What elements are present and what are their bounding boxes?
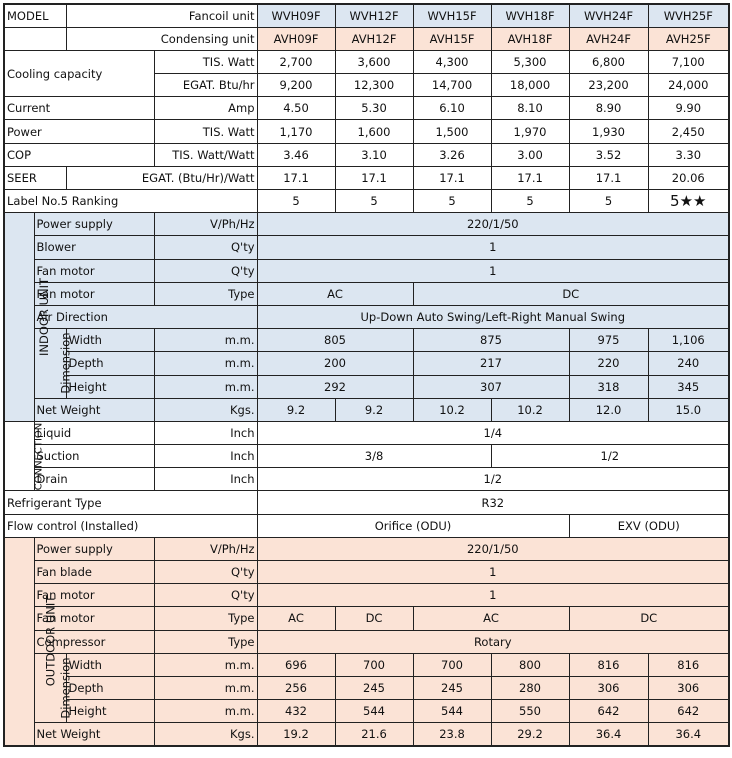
cooling-tis-value: 6,800 <box>569 50 648 73</box>
cooling-tis-unit: TIS. Watt <box>154 50 257 73</box>
cooling-tis-value: 5,300 <box>491 50 569 73</box>
cooling-egat-value: 18,000 <box>491 74 569 97</box>
compressor-label: Compressor <box>34 630 154 653</box>
cop-value: 3.30 <box>648 143 729 166</box>
outdoor-depth-row <box>4 676 729 699</box>
indoor-width-value: 805 <box>257 329 413 352</box>
header-row-condensing <box>4 27 729 50</box>
indoor-blower-value: 1 <box>257 236 729 259</box>
current-label: Current <box>4 97 154 120</box>
outdoor-fanmotor-unit: Q'ty <box>154 584 257 607</box>
indoor-height-value: 318 <box>569 375 648 398</box>
cop-value: 3.26 <box>413 143 491 166</box>
model-label: MODEL <box>4 4 66 27</box>
indoor-weight-value: 9.2 <box>257 398 335 421</box>
indoor-fanmotor-ac: AC <box>257 282 413 305</box>
outdoor-depth-unit: m.m. <box>154 676 257 699</box>
outdoor-width-unit: m.m. <box>154 653 257 676</box>
indoor-depth-value: 220 <box>569 352 648 375</box>
outdoor-weight-value: 29.2 <box>491 723 569 746</box>
indoor-blower-label: Blower <box>34 236 154 259</box>
indoor-blower-unit: Q'ty <box>154 236 257 259</box>
cooling-tis-row <box>4 50 729 73</box>
outdoor-fanmotor-label: Fan motor <box>34 584 154 607</box>
cop-unit: TIS. Watt/Watt <box>154 143 257 166</box>
fancoil-model: WVH18F <box>491 4 569 27</box>
cop-value: 3.00 <box>491 143 569 166</box>
liquid-row <box>4 421 729 444</box>
power-value: 1,930 <box>569 120 648 143</box>
indoor-width-value: 1,106 <box>648 329 729 352</box>
fancoil-model: WVH25F <box>648 4 729 27</box>
label5-value: 5★★ <box>648 190 729 213</box>
indoor-depth-value: 217 <box>413 352 569 375</box>
compressor-value: Rotary <box>257 630 729 653</box>
outdoor-weight-value: 23.8 <box>413 723 491 746</box>
indoor-depth-value: 240 <box>648 352 729 375</box>
outdoor-depth-value: 256 <box>257 676 335 699</box>
outdoor-height-label: Height <box>66 700 154 723</box>
indoor-power-label: Power supply <box>34 213 154 236</box>
indoor-height-value: 345 <box>648 375 729 398</box>
liquid-value: 1/4 <box>257 421 729 444</box>
indoor-fanmotor-type-unit: Type <box>154 282 257 305</box>
label5-value: 5 <box>335 190 413 213</box>
indoor-depth-unit: m.m. <box>154 352 257 375</box>
indoor-fanmotor-dc: DC <box>413 282 729 305</box>
outdoor-height-row <box>4 700 729 723</box>
seer-value: 17.1 <box>257 166 335 189</box>
condensing-model: AVH12F <box>335 27 413 50</box>
indoor-air-direction-row <box>4 305 729 328</box>
cooling-capacity-label: Cooling capacity <box>4 50 154 96</box>
indoor-height-label: Height <box>66 375 154 398</box>
label5-row <box>4 190 729 213</box>
condensing-model: AVH15F <box>413 27 491 50</box>
outdoor-depth-value: 245 <box>413 676 491 699</box>
cooling-tis-value: 3,600 <box>335 50 413 73</box>
fancoil-model: WVH15F <box>413 4 491 27</box>
indoor-power-unit: V/Ph/Hz <box>154 213 257 236</box>
power-label: Power <box>4 120 154 143</box>
seer-value: 17.1 <box>569 166 648 189</box>
indoor-dimension-label: Dimension <box>34 329 66 399</box>
label5-value: 5 <box>569 190 648 213</box>
fancoil-model: WVH12F <box>335 4 413 27</box>
outdoor-height-value: 544 <box>413 700 491 723</box>
seer-unit: EGAT. (Btu/Hr)/Watt <box>66 166 257 189</box>
outdoor-height-value: 432 <box>257 700 335 723</box>
flow-label: Flow control (Installed) <box>4 514 257 537</box>
fancoil-model: WVH09F <box>257 4 335 27</box>
seer-row <box>4 166 729 189</box>
indoor-fanmotor-unit: Q'ty <box>154 259 257 282</box>
outdoor-weight-row <box>4 723 729 746</box>
outdoor-dimension-label: Dimension <box>34 653 66 723</box>
indoor-height-value: 292 <box>257 375 413 398</box>
refrigerant-value: R32 <box>257 491 729 514</box>
condensing-model: AVH09F <box>257 27 335 50</box>
fanblade-unit: Q'ty <box>154 561 257 584</box>
condensing-model: AVH18F <box>491 27 569 50</box>
power-unit: TIS. Watt <box>154 120 257 143</box>
cooling-egat-unit: EGAT. Btu/hr <box>154 74 257 97</box>
outdoor-width-value: 816 <box>569 653 648 676</box>
indoor-section-label: INDOOR UNIT <box>4 213 34 422</box>
indoor-depth-row <box>4 352 729 375</box>
power-row <box>4 120 729 143</box>
drain-row <box>4 468 729 491</box>
cop-value: 3.46 <box>257 143 335 166</box>
outdoor-height-value: 642 <box>569 700 648 723</box>
current-value: 4.50 <box>257 97 335 120</box>
air-direction-value: Up-Down Auto Swing/Left-Right Manual Swing <box>257 305 729 328</box>
indoor-weight-value: 15.0 <box>648 398 729 421</box>
seer-value: 17.1 <box>413 166 491 189</box>
outdoor-weight-label: Net Weight <box>34 723 154 746</box>
label5-value: 5 <box>491 190 569 213</box>
indoor-height-row <box>4 375 729 398</box>
seer-value: 17.1 <box>335 166 413 189</box>
indoor-weight-value: 9.2 <box>335 398 413 421</box>
refrigerant-label: Refrigerant Type <box>4 491 257 514</box>
indoor-fanmotor-label: Fan motor <box>34 259 154 282</box>
outdoor-power-value: 220/1/50 <box>257 537 729 560</box>
indoor-weight-row <box>4 398 729 421</box>
suction-value: 3/8 <box>257 445 491 468</box>
cop-value: 3.10 <box>335 143 413 166</box>
outdoor-depth-value: 306 <box>648 676 729 699</box>
cooling-egat-value: 14,700 <box>413 74 491 97</box>
outdoor-power-unit: V/Ph/Hz <box>154 537 257 560</box>
indoor-depth-label: Depth <box>66 352 154 375</box>
indoor-depth-value: 200 <box>257 352 413 375</box>
outdoor-fanmotor-type-row <box>4 607 729 630</box>
cooling-egat-value: 24,000 <box>648 74 729 97</box>
flow-row <box>4 514 729 537</box>
connection-section-label: CONNECTION <box>4 421 34 491</box>
power-value: 2,450 <box>648 120 729 143</box>
power-value: 1,970 <box>491 120 569 143</box>
outdoor-depth-value: 306 <box>569 676 648 699</box>
outdoor-fanmotor-type-unit: Type <box>154 607 257 630</box>
suction-label: Suction <box>34 445 154 468</box>
suction-unit: Inch <box>154 445 257 468</box>
drain-unit: Inch <box>154 468 257 491</box>
outdoor-power-row <box>4 537 729 560</box>
outdoor-weight-value: 21.6 <box>335 723 413 746</box>
outdoor-fanmotor-type-value: AC <box>257 607 335 630</box>
outdoor-height-value: 642 <box>648 700 729 723</box>
compressor-unit: Type <box>154 630 257 653</box>
power-value: 1,170 <box>257 120 335 143</box>
indoor-fanmotor-type-row <box>4 282 729 305</box>
outdoor-width-value: 816 <box>648 653 729 676</box>
label5-value: 5 <box>413 190 491 213</box>
indoor-width-value: 975 <box>569 329 648 352</box>
outdoor-weight-unit: Kgs. <box>154 723 257 746</box>
fanblade-value: 1 <box>257 561 729 584</box>
current-value: 8.10 <box>491 97 569 120</box>
outdoor-fanmotor-value: 1 <box>257 584 729 607</box>
air-direction-label: Air Direction <box>34 305 257 328</box>
outdoor-depth-value: 245 <box>335 676 413 699</box>
outdoor-width-value: 696 <box>257 653 335 676</box>
fanblade-label: Fan blade <box>34 561 154 584</box>
indoor-weight-value: 10.2 <box>413 398 491 421</box>
indoor-fanmotor-value: 1 <box>257 259 729 282</box>
indoor-blower-row <box>4 236 729 259</box>
outdoor-width-label: Width <box>66 653 154 676</box>
label5-label: Label No.5 Ranking <box>4 190 257 213</box>
outdoor-depth-value: 280 <box>491 676 569 699</box>
suction-row <box>4 445 729 468</box>
indoor-power-value: 220/1/50 <box>257 213 729 236</box>
current-value: 6.10 <box>413 97 491 120</box>
indoor-weight-label: Net Weight <box>34 398 154 421</box>
outdoor-weight-value: 19.2 <box>257 723 335 746</box>
header-row-fancoil <box>4 4 729 27</box>
outdoor-fanmotor-type-value: DC <box>335 607 413 630</box>
flow-value: EXV (ODU) <box>569 514 729 537</box>
flow-value: Orifice (ODU) <box>257 514 569 537</box>
liquid-label: Liquid <box>34 421 154 444</box>
condensing-label: Condensing unit <box>66 27 257 50</box>
outdoor-width-value: 700 <box>413 653 491 676</box>
outdoor-fanmotor-type-label: Fan motor <box>34 607 154 630</box>
cop-row <box>4 143 729 166</box>
indoor-height-value: 307 <box>413 375 569 398</box>
current-value: 5.30 <box>335 97 413 120</box>
outdoor-fanmotor-qty-row <box>4 584 729 607</box>
indoor-width-row <box>4 329 729 352</box>
indoor-weight-unit: Kgs. <box>154 398 257 421</box>
indoor-width-unit: m.m. <box>154 329 257 352</box>
outdoor-section-label: OUTDOOR UNIT <box>4 537 34 746</box>
cooling-tis-value: 7,100 <box>648 50 729 73</box>
current-unit: Amp <box>154 97 257 120</box>
cooling-egat-value: 12,300 <box>335 74 413 97</box>
fancoil-label: Fancoil unit <box>66 4 257 27</box>
outdoor-width-value: 800 <box>491 653 569 676</box>
seer-label: SEER <box>4 166 66 189</box>
blank-cell <box>4 27 66 50</box>
label5-value: 5 <box>257 190 335 213</box>
indoor-width-value: 875 <box>413 329 569 352</box>
suction-value: 1/2 <box>491 445 729 468</box>
condensing-model: AVH25F <box>648 27 729 50</box>
cooling-tis-value: 2,700 <box>257 50 335 73</box>
outdoor-fanmotor-type-value: AC <box>413 607 569 630</box>
cop-value: 3.52 <box>569 143 648 166</box>
indoor-width-label: Width <box>66 329 154 352</box>
condensing-model: AVH24F <box>569 27 648 50</box>
drain-label: Drain <box>34 468 154 491</box>
current-value: 8.90 <box>569 97 648 120</box>
cooling-egat-value: 23,200 <box>569 74 648 97</box>
indoor-fanmotor-type-label: Fan motor <box>34 282 154 305</box>
power-value: 1,600 <box>335 120 413 143</box>
indoor-power-row <box>4 213 729 236</box>
outdoor-power-label: Power supply <box>34 537 154 560</box>
drain-value: 1/2 <box>257 468 729 491</box>
outdoor-fanblade-row <box>4 561 729 584</box>
compressor-row <box>4 630 729 653</box>
fancoil-model: WVH24F <box>569 4 648 27</box>
power-value: 1,500 <box>413 120 491 143</box>
cooling-tis-value: 4,300 <box>413 50 491 73</box>
seer-value: 17.1 <box>491 166 569 189</box>
current-value: 9.90 <box>648 97 729 120</box>
outdoor-height-value: 550 <box>491 700 569 723</box>
outdoor-weight-value: 36.4 <box>569 723 648 746</box>
outdoor-width-row <box>4 653 729 676</box>
outdoor-weight-value: 36.4 <box>648 723 729 746</box>
outdoor-depth-label: Depth <box>66 676 154 699</box>
outdoor-height-value: 544 <box>335 700 413 723</box>
cop-label: COP <box>4 143 154 166</box>
liquid-unit: Inch <box>154 421 257 444</box>
cooling-egat-value: 9,200 <box>257 74 335 97</box>
outdoor-width-value: 700 <box>335 653 413 676</box>
seer-value: 20.06 <box>648 166 729 189</box>
indoor-height-unit: m.m. <box>154 375 257 398</box>
current-row <box>4 97 729 120</box>
outdoor-fanmotor-type-value: DC <box>569 607 729 630</box>
indoor-weight-value: 10.2 <box>491 398 569 421</box>
refrigerant-row <box>4 491 729 514</box>
indoor-weight-value: 12.0 <box>569 398 648 421</box>
outdoor-height-unit: m.m. <box>154 700 257 723</box>
spec-table <box>3 3 730 747</box>
indoor-fanmotor-qty-row <box>4 259 729 282</box>
